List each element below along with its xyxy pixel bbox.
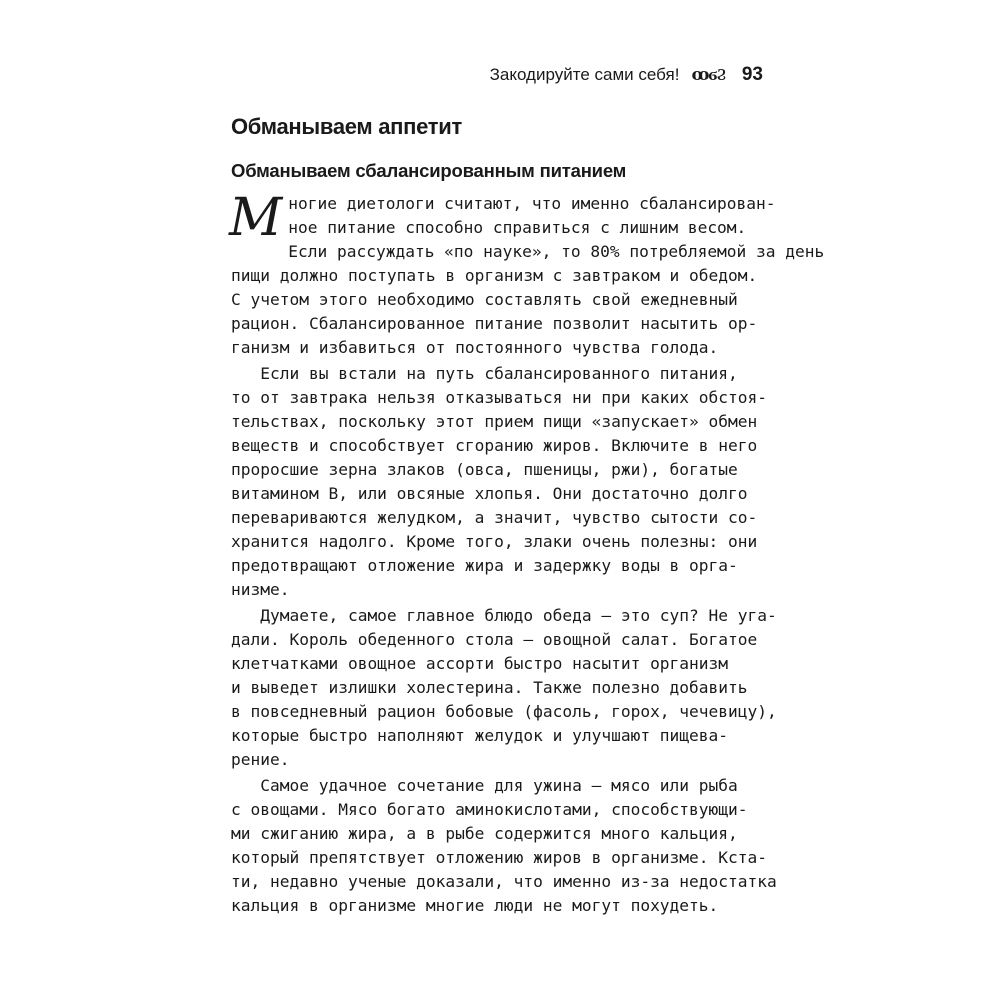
running-title: Закодируйте сами себя! [489, 65, 680, 84]
text-line: Думаете, самое главное блюдо обеда — это суп? Не уга- [231, 606, 777, 625]
text-line: с овощами. Мясо богато аминокислотами, способствующи- [231, 800, 748, 819]
text-line: в повседневный рацион бобовые (фасоль, горох, чечевицу), [231, 702, 777, 721]
text-line: рацион. Сбалансированное питание позволит насытить ор- [231, 314, 758, 333]
text-line: который препятствует отложению жиров в организме. Кста- [231, 848, 768, 867]
text-line: Если рассуждать «по науке», то 80% потребляемой за день [288, 242, 825, 261]
text-line: хранится надолго. Кроме того, злаки очень полезны: они [231, 532, 758, 551]
ornament-icon: ꝏϭϨ [691, 65, 726, 85]
text-line: пищи должно поступать в организм с завтраком и обедом. [231, 266, 758, 285]
text-line: которые быстро наполняют желудок и улучшают пищева- [231, 726, 729, 745]
text-line: С учетом этого необходимо составлять свой ежедневный [231, 290, 738, 309]
chapter-title: Обманываем аппетит [231, 114, 462, 139]
text-line: кальция в организме многие люди не могут похудеть. [231, 896, 719, 915]
paragraph [231, 604, 777, 772]
text-line: дали. Король обеденного стола — овощной салат. Богатое [231, 630, 758, 649]
text-line: ми сжиганию жира, а в рыбе содержится много кальция, [231, 824, 738, 843]
text-line: тельствах, поскольку этот прием пищи «запускает» обмен [231, 412, 758, 431]
text-line: ногие диетологи считают, что именно сбалансирован- [288, 194, 776, 213]
text-line: рение. [231, 750, 290, 769]
text-line: перевариваются желудком, а значит, чувство сытости со- [231, 508, 758, 527]
text-line: клетчатками овощное ассорти быстро насытит организм [231, 654, 729, 673]
paragraph [231, 362, 768, 602]
text-line: витамином В, или овсяные хлопья. Они достаточно долго [231, 484, 748, 503]
body-text [229, 188, 825, 918]
running-header [490, 64, 763, 86]
text-line: веществ и способствует сгоранию жиров. Включите в него [231, 436, 758, 455]
drop-cap: М [229, 188, 283, 248]
text-line: ное питание способно справиться с лишним весом. [288, 218, 747, 237]
text-line: Самое удачное сочетание для ужина — мясо или рыба [231, 776, 738, 795]
paragraph [229, 188, 825, 360]
text-line: проросшие зерна злаков (овса, пшеницы, ржи), богатые [231, 460, 738, 479]
text-line: то от завтрака нельзя отказываться ни при каких обстоя- [231, 388, 768, 407]
text-line: ти, недавно ученые доказали, что именно из-за недостатка [231, 872, 777, 891]
text-line: Если вы встали на путь сбалансированного питания, [231, 364, 738, 383]
paragraph [231, 774, 777, 918]
section-title: Обманываем сбалансированным питанием [231, 160, 627, 181]
text-line: предотвращают отложение жира и задержку воды в орга- [231, 556, 738, 575]
text-line: и выведет излишки холестерина. Также полезно добавить [231, 678, 748, 697]
page-number: 93 [741, 64, 763, 85]
text-line: ганизм и избавиться от постоянного чувства голода. [231, 338, 719, 357]
text-line: низме. [231, 580, 290, 599]
